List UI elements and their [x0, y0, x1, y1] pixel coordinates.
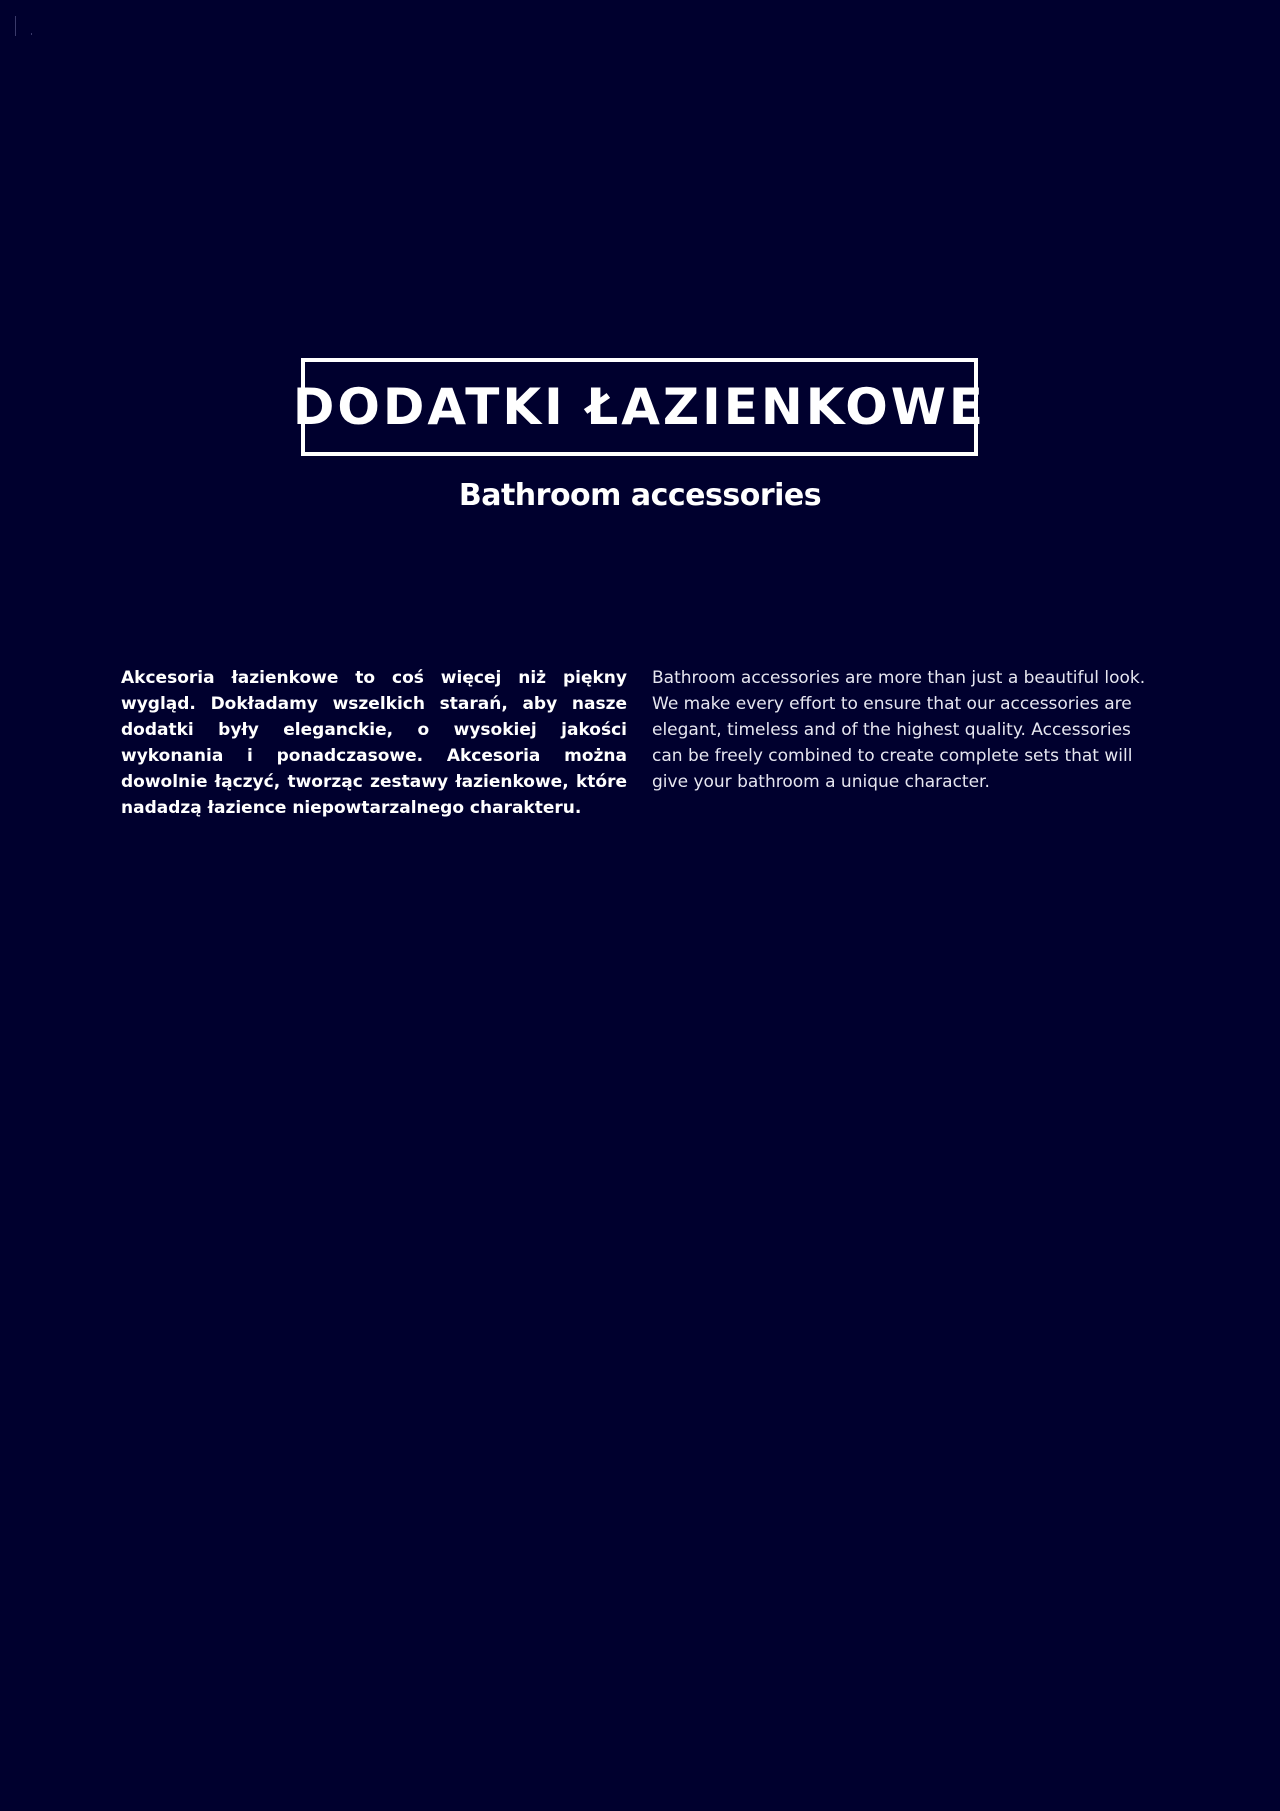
page-subtitle: Bathroom accessories — [458, 478, 822, 513]
title-frame — [292, 358, 987, 456]
polish-description: Akcesoria łazienkowe to coś więcej niż piękny wygląd. Dokładamy wszelkich starań, aby nasze dodatki były eleganckie, o wysokiej jakości wykonania i ponadczasowe. Akcesoria można dowolnie łączyć, tworząc zestawy łazienkowe, które nadadzą łazience niepowtarzalnego charakteru. — [121, 668, 627, 818]
english-description: Bathroom accessories are more than just a beautiful look. We make every effort to ensure that our accessories are elegant, timeless and of the highest quality. Accessories can be freely combined to create complete sets that will give your bathroom a unique character. — [652, 668, 1146, 792]
crop-mark — [15, 16, 16, 36]
crop-mark-dot — [31, 33, 32, 35]
page-title: DODATKI ŁAZIENKOWE — [292, 378, 987, 436]
